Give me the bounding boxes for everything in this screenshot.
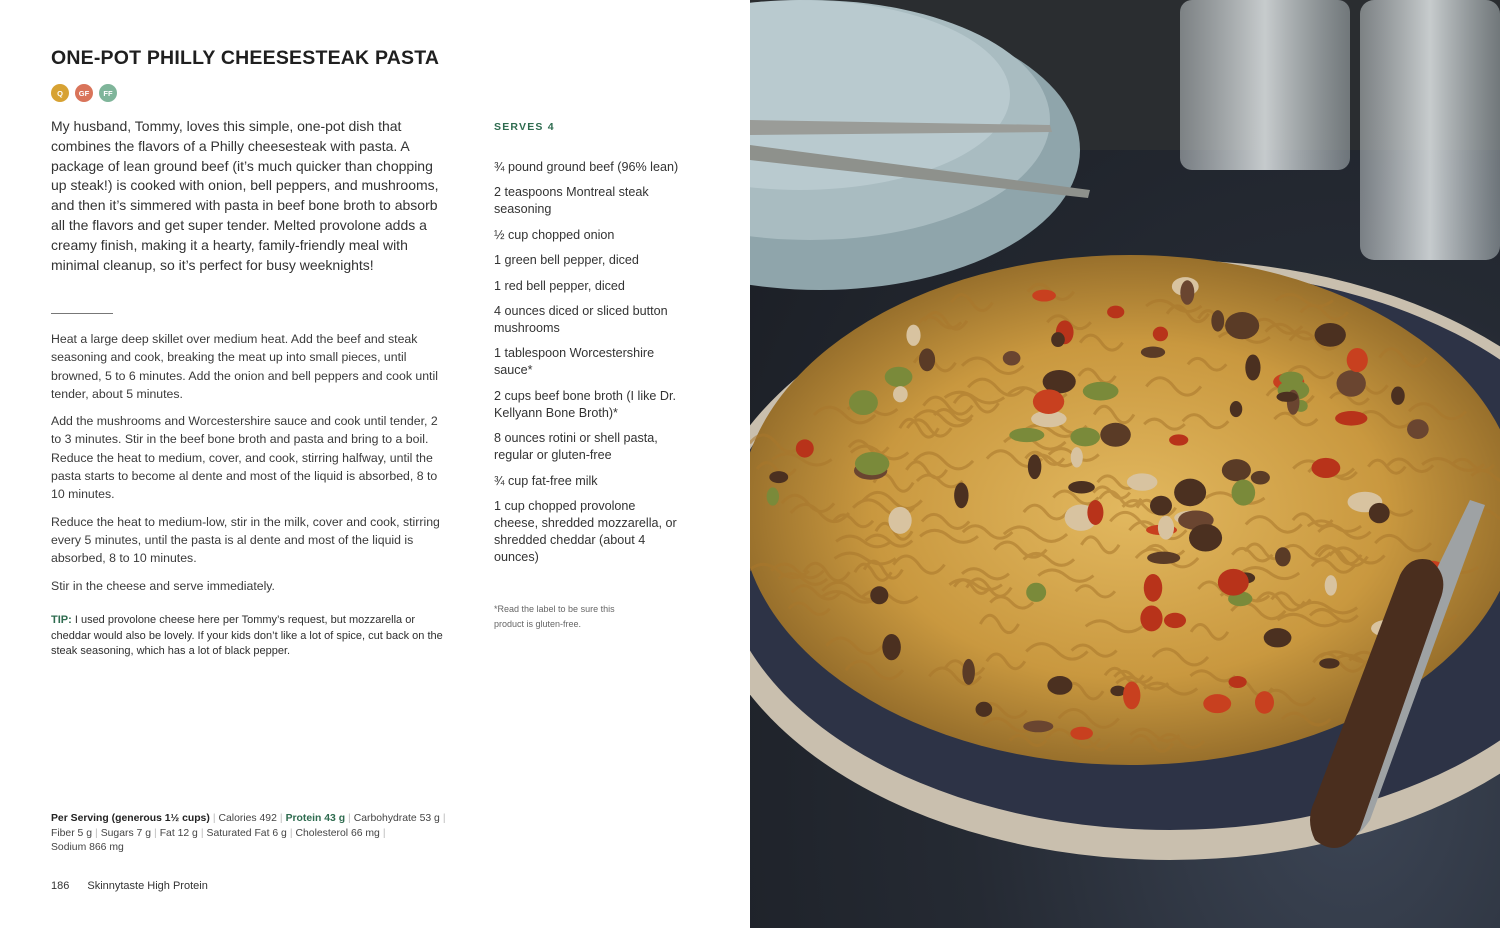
topping-piece <box>1251 471 1270 485</box>
topping-piece <box>1232 480 1256 506</box>
recipe-tip <box>51 613 451 660</box>
ingredient-item: 1 green bell pepper, diced <box>494 253 639 268</box>
step-3: Reduce the heat to medium-low, stir in the milk, cover and cook, stirring every 5 minutes, until the pasta is al dente and most of the liquid is absorbed, 8 to 10 minutes. <box>51 514 440 566</box>
topping-piece <box>1100 423 1131 447</box>
recipe-photo <box>750 0 1500 928</box>
topping-piece <box>1325 575 1337 595</box>
topping-piece <box>796 439 814 457</box>
topping-piece <box>1169 434 1188 445</box>
topping-piece <box>1087 500 1103 525</box>
topping-piece <box>870 586 888 604</box>
topping-piece <box>1032 290 1056 302</box>
topping-piece <box>1070 428 1100 447</box>
topping-piece <box>1180 280 1194 304</box>
nutrition-cholesterol: Cholesterol 66 mg <box>295 827 380 839</box>
recipe-steps <box>51 330 446 604</box>
topping-piece <box>1141 347 1165 358</box>
step-4: Stir in the cheese and serve immediately. <box>51 578 275 593</box>
topping-piece <box>1211 310 1224 332</box>
nutrition-calories: Calories 492 <box>218 813 277 824</box>
topping-piece <box>1245 354 1260 380</box>
topping-piece <box>962 659 975 685</box>
topping-piece <box>1311 458 1340 478</box>
topping-piece <box>1123 682 1140 710</box>
topping-piece <box>1158 516 1174 540</box>
topping-piece <box>882 634 901 660</box>
topping-piece <box>1150 496 1172 516</box>
book-title: Skinnytaste High Protein <box>87 880 208 892</box>
topping-piece <box>1003 351 1021 365</box>
topping-piece <box>1107 306 1124 319</box>
topping-piece <box>769 471 788 483</box>
tip-text: I used provolone cheese here per Tommy’s request, but mozzarella or cheddar would also be lovely. If your kids don’t like a lot of spice, cut back on the steak seasoning, which has a lot of black pepper. <box>51 614 443 657</box>
quick-badge: Q <box>51 84 69 102</box>
gluten-free-badge: GF <box>75 84 93 102</box>
topping-piece <box>767 487 779 505</box>
nutrition-protein: Protein 43 g <box>285 813 346 824</box>
topping-piece <box>906 325 920 346</box>
topping-piece <box>1337 370 1366 396</box>
topping-piece <box>1083 382 1119 401</box>
topping-piece <box>1153 327 1168 342</box>
ingredient-item: 1 tablespoon Worcestershire sauce* <box>494 346 655 378</box>
step-1: Heat a large deep skillet over medium heat. Add the beef and steak seasoning and cook, breaking the meat up into small pieces, until browned, 5 to 6 minutes. Add the onion and bell peppers and cook until tender, about 5 minutes. <box>51 332 438 401</box>
topping-piece <box>888 507 911 534</box>
topping-piece <box>1230 401 1242 417</box>
topping-piece <box>1140 606 1162 632</box>
ingredient-footnote: *Read the label to be sure this product is gluten-free. <box>494 604 615 629</box>
nutrition-info: Per Serving (generous 1½ cups) | Calories 492 | Protein 43 g | Carbohydrate 53 g | Fiber 5 g | Sugars 7 g | Fat 12 g | Saturated Fat 6 g | Cholesterol 66 mg | Sodium 866 mg <box>51 813 446 853</box>
nutrition-fat: Fat 12 g <box>159 827 198 839</box>
ingredient-item: 1 red bell pepper, diced <box>494 278 625 293</box>
nutrition-saturated-fat: Saturated Fat 6 g <box>206 827 287 839</box>
topping-piece <box>1164 613 1186 628</box>
nutrition-sodium: Sodium 866 mg <box>51 842 124 853</box>
topping-piece <box>1144 574 1162 602</box>
water-pitcher <box>1360 0 1500 260</box>
diet-badges <box>51 84 117 102</box>
topping-piece <box>893 386 908 402</box>
nutrition-sugars: Sugars 7 g <box>100 827 151 839</box>
ingredient-list <box>494 159 679 574</box>
topping-piece <box>1335 411 1367 426</box>
ingredient-item: ¾ pound ground beef (96% lean) <box>494 160 679 174</box>
topping-piece <box>1068 481 1095 493</box>
ingredient-item: 2 teaspoons Montreal steak seasoning <box>494 185 649 217</box>
recipe-intro: My husband, Tommy, loves this simple, one-pot dish that combines the flavors of a Philly cheesesteak with pasta. A package of lean ground beef (it’s much quicker than chopping up steak!) is cooked with onion, bell peppers, and mushrooms, and then it’s simmered with pasta in beef bone broth to absorb all the flavors and get super tender. Melted provolone adds a creamy finish, making it a hearty, family-friendly meal with minimal cleanup, so it’s perfect for busy weeknights! <box>51 118 439 273</box>
topping-piece <box>919 348 935 371</box>
ingredient-item: 8 ounces rotini or shell pasta, regular or gluten-free <box>494 431 658 463</box>
topping-piece <box>1255 691 1274 714</box>
ingredient-item: ½ cup chopped onion <box>494 227 615 242</box>
topping-piece <box>1203 694 1231 713</box>
topping-piece <box>1347 348 1368 372</box>
topping-piece <box>885 367 913 387</box>
topping-piece <box>1070 727 1093 740</box>
tip-label: TIP: <box>51 614 72 626</box>
topping-piece <box>976 702 993 717</box>
topping-piece <box>1315 323 1346 347</box>
topping-piece <box>1174 479 1206 507</box>
topping-piece <box>1228 676 1246 688</box>
ingredient-item: ¾ cup fat-free milk <box>494 473 598 488</box>
ingredient-item: 1 cup chopped provolone cheese, shredded mozzarella, or shredded cheddar (about 4 ounces) <box>494 498 677 564</box>
topping-piece <box>1023 721 1053 733</box>
topping-piece <box>1222 459 1251 481</box>
nutrition-serving: Per Serving (generous 1½ cups) <box>51 813 210 824</box>
topping-piece <box>1028 454 1042 479</box>
topping-piece <box>1218 569 1249 596</box>
topping-piece <box>1225 312 1259 339</box>
topping-piece <box>1047 676 1072 695</box>
step-2: Add the mushrooms and Worcestershire sauce and cook until tender, 2 to 3 minutes. Stir in the beef bone broth and pasta and bring to a boil. Reduce the heat to medium, cover, and cook, stirring halfway, until the pasta starts to become al dente and most of the liquid is absorbed, 8 to 10 minutes. <box>51 414 438 502</box>
recipe-title: ONE-POT PHILLY CHEESESTEAK PASTA <box>51 47 440 69</box>
topping-piece <box>855 452 889 475</box>
topping-piece <box>1071 447 1083 467</box>
topping-piece <box>1319 658 1339 668</box>
nutrition-carbohydrate: Carbohydrate 53 g <box>353 813 440 824</box>
topping-piece <box>1009 428 1044 442</box>
topping-piece <box>1275 547 1291 566</box>
topping-piece <box>1407 419 1429 439</box>
topping-piece <box>1051 332 1065 347</box>
nutrition-fiber: Fiber 5 g <box>51 827 93 839</box>
topping-piece <box>849 390 878 415</box>
divider <box>51 313 113 314</box>
page-footer <box>51 880 208 892</box>
topping-piece <box>1033 389 1064 414</box>
serves-label: SERVES 4 <box>494 121 555 133</box>
ingredient-item: 2 cups beef bone broth (I like Dr. Kellyann Bone Broth)* <box>494 388 677 420</box>
topping-piece <box>1279 372 1303 386</box>
topping-piece <box>1369 503 1390 523</box>
freezer-friendly-badge: FF <box>99 84 117 102</box>
topping-piece <box>954 483 968 509</box>
topping-piece <box>1277 392 1298 402</box>
ingredient-item: 4 ounces diced or sliced button mushrooms <box>494 303 668 335</box>
pasta-plate-illustration <box>750 0 1500 928</box>
topping-piece <box>1189 524 1222 551</box>
topping-piece <box>1264 628 1292 647</box>
topping-piece <box>1127 473 1158 490</box>
water-glass <box>1180 0 1350 170</box>
topping-piece <box>1026 583 1046 602</box>
topping-piece <box>1391 387 1405 405</box>
page-number: 186 <box>51 880 70 892</box>
topping-piece <box>1147 552 1180 564</box>
